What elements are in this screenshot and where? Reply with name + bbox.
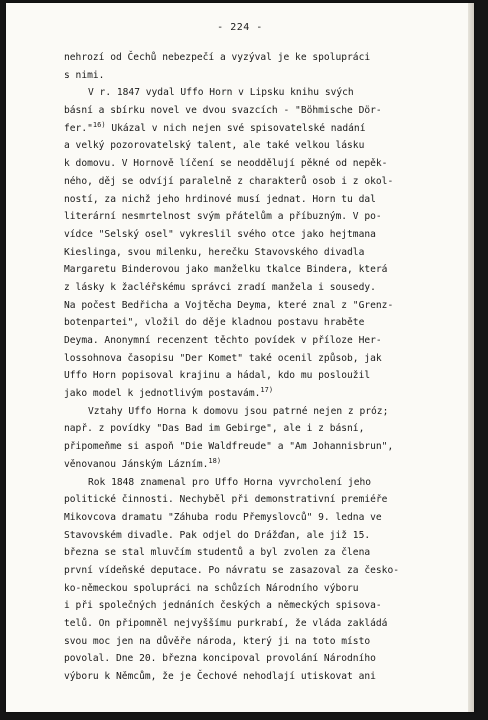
line-text: politické činnosti. Nechyběl při demonstrativní premiéře: [64, 494, 388, 506]
line-text: ností, za nichž jeho hrdinové musí jednat. Horn tu dal: [64, 193, 376, 205]
text-line: [64, 226, 436, 244]
line-text: telů. On připomněl nejvyššímu purkrabí, že vláda zakládá: [64, 618, 388, 629]
text-line: [64, 102, 436, 120]
text-line: [64, 580, 436, 598]
text-line: [64, 332, 436, 350]
text-line: [64, 314, 436, 332]
line-text: nehrozí od Čechů nebezpečí a vyzýval je ke spolupráci: [64, 52, 371, 63]
text-line: [64, 456, 436, 474]
text-line: [64, 120, 436, 138]
footnote-marker: 18): [208, 456, 222, 465]
text-line: [64, 491, 436, 509]
line-text: fer.": [64, 122, 93, 134]
line-text: března se stal mluvčím studentů a byl zvolen za člena: [64, 547, 371, 559]
page-number: - 224 -: [217, 22, 263, 33]
line-text: z lásky k žacléřskému správci zradí manžela i sousedy.: [64, 281, 376, 293]
text-line: [64, 562, 436, 580]
text-line: [64, 403, 436, 421]
text-line: [64, 155, 436, 173]
line-text: Vztahy Uffo Horna k domovu jsou patrné nejen z próz;: [88, 405, 389, 417]
line-text: ko-německou spolupráci na schůzích Národního výboru: [64, 582, 359, 594]
line-text: Uffo Horn popisoval krajinu a hádal, kdo mu posloužil: [64, 370, 371, 382]
text-line: [64, 208, 436, 226]
text-line: [64, 173, 436, 191]
text-line: [64, 244, 436, 262]
line-text: ného, děj se odvíjí paralelně z charakterů osob i z okol-: [64, 175, 394, 187]
book-page: [6, 3, 474, 712]
text-line: [64, 474, 436, 492]
line-text: svou moc jen na důvěře národa, který ji na toto místo: [64, 635, 371, 647]
text-line: [64, 261, 436, 279]
line-text: a velký pozorovatelský talent, ale také velkou lásku: [64, 140, 365, 152]
text-line: [64, 67, 436, 85]
text-line: [64, 191, 436, 209]
line-text: lossohnova časopisu "Der Komet" také ocenil způsob, jak: [64, 352, 382, 364]
line-text: Na počest Bedřicha a Vojtěcha Deyma, které znal z "Grenz-: [64, 299, 394, 311]
text-line: [64, 597, 436, 615]
line-text: připomeňme si aspoň "Die Waldfreude" a "Am Johannisbrun",: [64, 441, 394, 453]
text-line: [64, 297, 436, 315]
line-text-continued: Ukázal v nich nejen své spisovatelské nadání: [105, 122, 366, 134]
text-line: [64, 650, 436, 668]
line-text: vídce "Selský osel" vykreslil svého otce jako hejtmana: [64, 228, 376, 240]
line-text: první vídeňské deputace. Po návratu se zasazoval za česko-: [64, 564, 400, 576]
text-line: [64, 137, 436, 155]
body-text: [64, 49, 436, 686]
text-line: [64, 509, 436, 527]
text-line: [64, 633, 436, 651]
text-line: [64, 544, 436, 562]
line-text: věnovanou Jánským Lázním.: [64, 458, 209, 470]
line-text: Mikovcova dramatu "Záhuba rodu Přemyslovců" 9. ledna ve: [64, 511, 382, 523]
line-text: povolal. Dne 20. března koncipoval provolání Národního: [64, 653, 376, 665]
line-text: básní a sbírku novel ve dvou svazcích - "Böhmische Dör-: [64, 105, 382, 117]
text-line: [64, 350, 436, 368]
line-text: Rok 1848 znamenal pro Uffo Horna vyvrcholení jeho: [88, 476, 372, 488]
line-text: k domovu. V Hornově líčení se neoddělují pěkné od nepěk-: [64, 158, 388, 170]
text-line: [64, 527, 436, 545]
text-line: [64, 615, 436, 633]
line-text: Deyma. Anonymní recenzent těchto povídek v příloze Her-: [64, 335, 382, 346]
text-line: [64, 84, 436, 102]
text-line: [64, 279, 436, 297]
text-line: [64, 438, 436, 456]
page-edge: [468, 3, 474, 712]
line-text: Stavovském divadle. Pak odjel do Drážďan, ale již 15.: [64, 529, 371, 541]
footnote-marker: 17): [260, 386, 274, 395]
line-text: Kieslinga, svou milenku, herečku Stavovského divadla: [64, 246, 365, 258]
text-line: [64, 49, 436, 67]
footnote-marker: 16): [92, 120, 106, 129]
line-text: jako model k jednotlivým postavám.: [64, 388, 261, 400]
text-line: [64, 668, 436, 686]
line-text: výboru k Němcům, že je Čechové nehodlají utiskovat ani: [64, 671, 376, 683]
line-text: i při společných jednáních českých a německých spisova-: [64, 600, 382, 612]
line-text: botenpartei", vložil do děje kladnou postavu hraběte: [64, 317, 365, 329]
line-text: Margaretu Binderovou jako manželku tkalce Bindera, která: [64, 264, 388, 276]
line-text: literární nesmrtelnost svým přátelům a příbuzným. V po-: [64, 211, 382, 223]
line-text: V r. 1847 vydal Uffo Horn v Lipsku knihu svých: [88, 87, 354, 99]
text-line: [64, 385, 436, 403]
line-text: s nimi.: [64, 69, 105, 81]
text-line: [64, 420, 436, 438]
line-text: např. z povídky "Das Bad im Gebirge", ale i z básní,: [64, 423, 365, 435]
text-line: [64, 367, 436, 385]
